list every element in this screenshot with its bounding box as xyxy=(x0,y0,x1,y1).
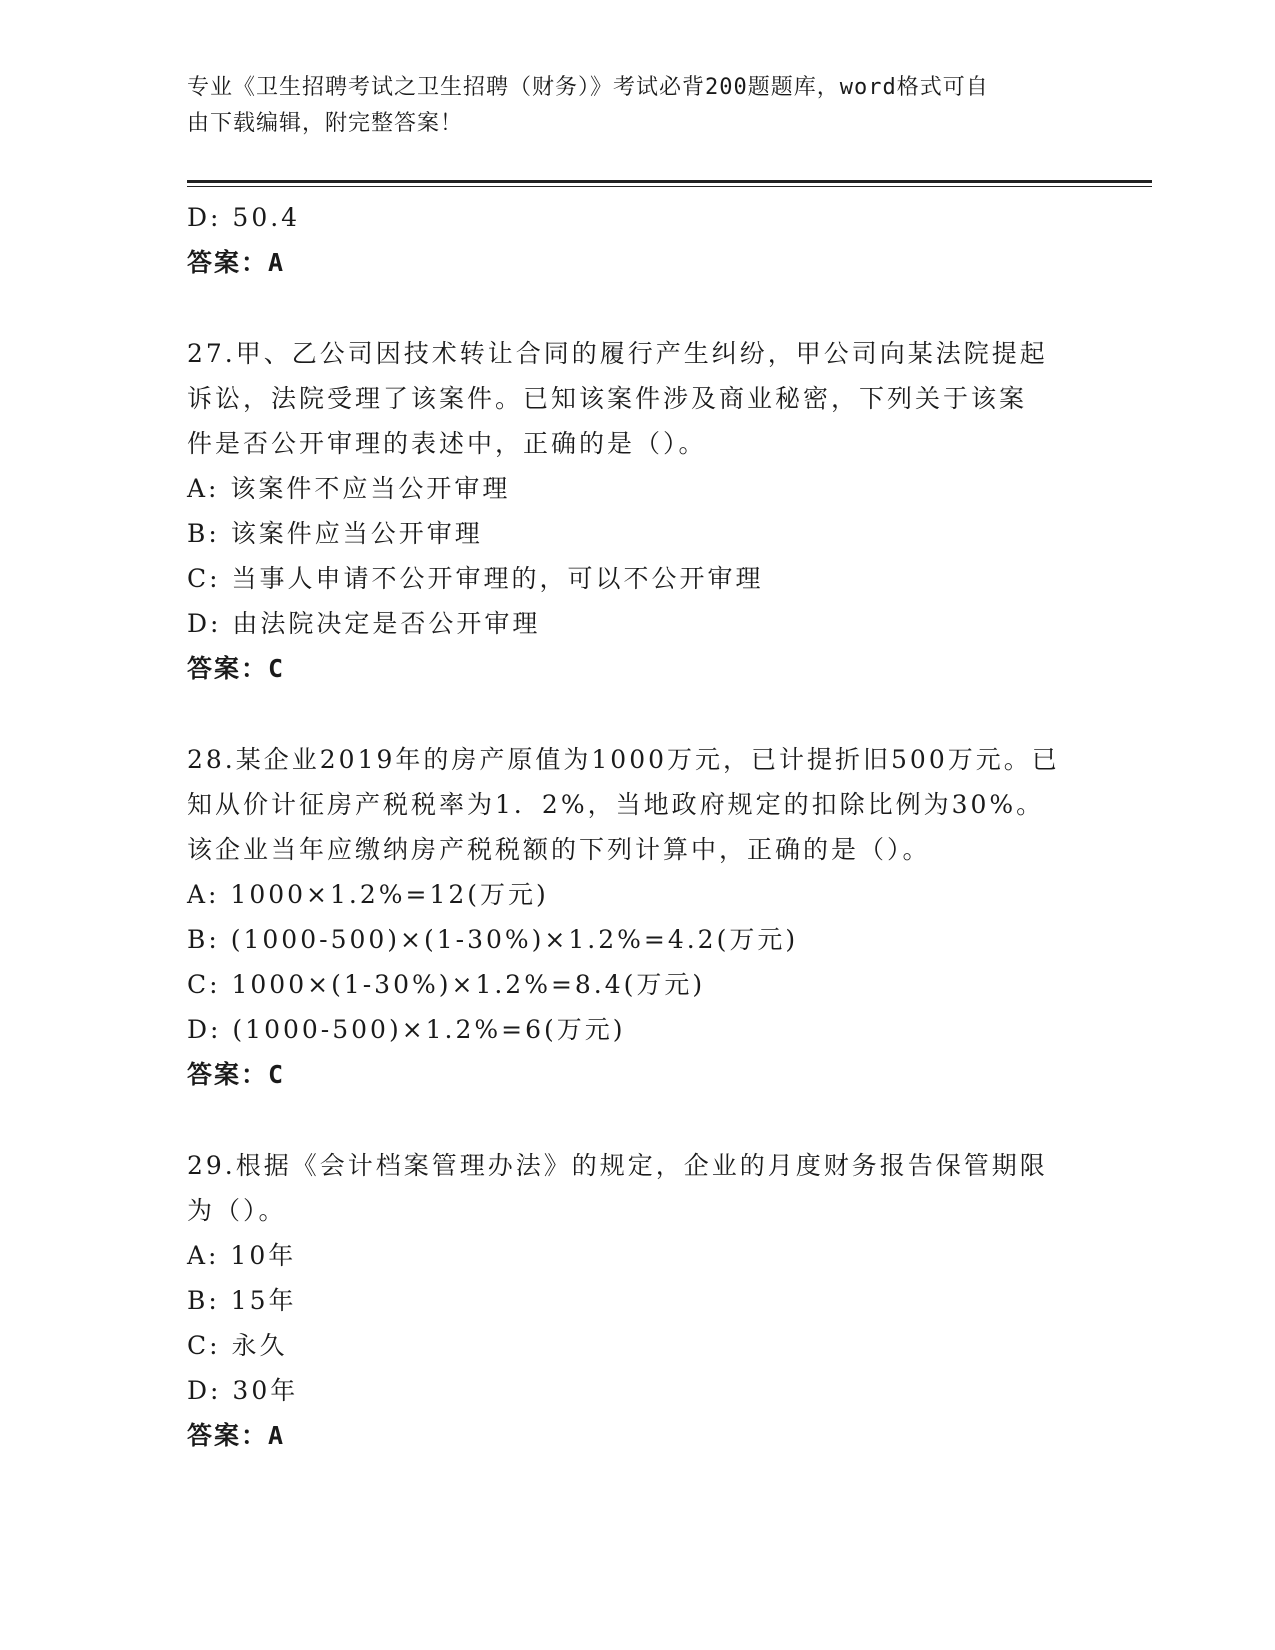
question-stem-line: 为（）。 xyxy=(187,1196,287,1225)
question-stem-line: 该企业当年应缴纳房产税税额的下列计算中，正确的是（）。 xyxy=(187,835,931,864)
answer-line: 答案：C xyxy=(187,1060,286,1089)
question-stem-line: 28.某企业2019年的房产原值为1000万元，已计提折旧500万元。已 xyxy=(187,745,1060,774)
option-b: B: 该案件应当公开审理 xyxy=(187,519,483,548)
question-stem-line: 诉讼，法院受理了该案件。已知该案件涉及商业秘密，下列关于该案 xyxy=(187,384,1028,413)
option-d: D: 30年 xyxy=(187,1376,299,1405)
document-header xyxy=(187,70,1067,142)
previous-question-tail xyxy=(187,195,1152,285)
option-a: A: 10年 xyxy=(187,1241,297,1270)
answer-line: 答案：C xyxy=(187,654,286,683)
option-d: D: 由法院决定是否公开审理 xyxy=(187,609,541,638)
header-divider xyxy=(187,180,1152,187)
option-b: B: 15年 xyxy=(187,1286,297,1315)
option-d: D: (1000-500)×1.2%=6(万元) xyxy=(187,1015,626,1044)
question-stem-line: 知从价计征房产税税率为1．2%，当地政府规定的扣除比例为30%。 xyxy=(187,790,1045,819)
question-stem-line: 件是否公开审理的表述中，正确的是（）。 xyxy=(187,429,707,458)
option-c: C: 1000×(1-30%)×1.2%=8.4(万元) xyxy=(187,970,706,999)
document-body xyxy=(187,195,1152,1458)
option-d: D: 50.4 xyxy=(187,203,301,232)
option-c: C: 当事人申请不公开审理的，可以不公开审理 xyxy=(187,564,764,593)
question-stem-line: 29.根据《会计档案管理办法》的规定，企业的月度财务报告保管期限 xyxy=(187,1151,1048,1180)
header-line-2: 由下载编辑，附完整答案！ xyxy=(187,111,464,136)
question-27 xyxy=(187,331,1152,691)
document-page xyxy=(187,70,1152,1458)
option-b: B: (1000-500)×(1-30%)×1.2%=4.2(万元) xyxy=(187,925,799,954)
question-29 xyxy=(187,1143,1152,1458)
question-stem-line: 27.甲、乙公司因技术转让合同的履行产生纠纷，甲公司向某法院提起 xyxy=(187,339,1048,368)
header-line-1: 专业《卫生招聘考试之卫生招聘（财务）》考试必背200题题库，word格式可自 xyxy=(187,75,989,100)
option-a: A: 1000×1.2%=12(万元) xyxy=(187,880,549,909)
answer-line: 答案：A xyxy=(187,248,286,277)
question-28 xyxy=(187,737,1152,1097)
option-a: A: 该案件不应当公开审理 xyxy=(187,474,511,503)
answer-line: 答案：A xyxy=(187,1421,286,1450)
option-c: C: 永久 xyxy=(187,1331,288,1360)
